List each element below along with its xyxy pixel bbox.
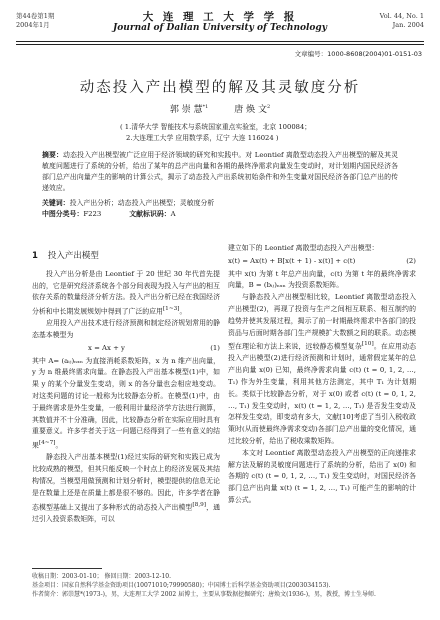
volume-en: Vol. 44, No. 1 xyxy=(379,12,424,20)
author-sup: 2 xyxy=(266,104,271,110)
citation: [10] xyxy=(361,341,374,348)
class-value: F223 xyxy=(83,210,102,218)
paragraph: 建立如下的 Leontief 离散型动态投入产出模型： xyxy=(228,244,379,252)
author-sup: *1 xyxy=(202,104,209,110)
paragraph-text: ，通过引入投资系数矩阵，可以 xyxy=(32,502,221,523)
citation: [4~7] xyxy=(38,440,56,447)
right-column xyxy=(228,243,416,507)
date-cn: 2004年1月 xyxy=(16,21,50,29)
left-column xyxy=(32,243,220,525)
abstract xyxy=(42,150,398,194)
paragraph-text: 投入产出分析是由 Leontief 于 20 世纪 30 年代首先提出的，它是研究经济系统各个部分间表现为投入与产出的相互依存关系的数量经济分析方法。投入产出分析已经在我国经济分析和中长期发展规划中得到了广泛的应用 xyxy=(32,269,220,316)
paragraph-text: 。在应用动态投入产出模型(2)进行经济预测和计划时，通常假定某年的总产出向量 x(0) 已知，最终净需求向量 c(t) (t = 0, 1, 2, …, T₁) 作为外生变量，利用其他方法测定，其中 T₁ 为计划期长。类似于比较静态分析，对于 x(0) 或者 c(t) (t = 0, 1, 2, …, T₁) 发生变动时，x(t) (t = 1, 2, …, T₁) 是否发生变动及怎样发生变动，即变动有多大，文献[10]考虑了当引入税收政策时(从而使最终净需求变动)各部门总产出量的变化情况，通过比较分析，给出了税收乘数矩阵。 xyxy=(228,342,417,446)
section-heading xyxy=(32,251,220,263)
paragraph-text: 。 xyxy=(55,441,63,450)
doc-value: A xyxy=(170,210,176,218)
paper-title: 动态投入产出模型的解及其灵敏度分析 xyxy=(79,80,361,96)
citation: [1~3] xyxy=(162,306,180,313)
equation-2 xyxy=(228,256,416,268)
journal-name-cn: 大 连 理 工 大 学 学 报 xyxy=(142,11,298,23)
date-en: Jan. 2004 xyxy=(392,21,424,29)
paragraph-text: 其中 A= (aᵢⱼ)ₙₓₙ 为直接消耗系数矩阵，x 为 n 维产出向量，y 为 n 维最终需求向量。在静态投入产出基本模型(1)中，如果 y 的某个分量发生变动，则 x 的各分量也会相应地变动。对这类问题的讨论一般称为比较静态分析。在模型(1)中，由于最终需求是外生变量，一般利用计量经济学方法进行测算，其数值并不十分准确，因此，比较静态分析在实际应用时具有重要意义。许多学者关于这一问题已经得到了一些有意义的结果 xyxy=(32,356,220,450)
doc-label: 文献标识码： xyxy=(129,210,171,218)
volume-cn: 第44卷第1期 xyxy=(16,12,55,20)
footnotes xyxy=(32,572,416,599)
keywords xyxy=(42,198,398,209)
keywords-text: 投入产出分析；动态投入产出模型；灵敏度分析 xyxy=(69,199,215,207)
header-rule-thick xyxy=(16,41,424,42)
footnote-line: 作者简介：郭崇慧*(1973-)，男，大连理工大学 2002 届博士，主要从事数据挖掘研究；唐焕文(1936-)，男，教授，博士生导师. xyxy=(32,591,376,598)
paragraph xyxy=(32,356,220,453)
equation-number: (2) xyxy=(406,256,416,265)
abstract-text: 动态投入产出模型被广泛应用于经济领域的研究和实践中。对 Leontief 离散型动态投入产出模型的解及其灵敏度问题进行了系统的分析，给出了某年的总产出向量和各期的最终净需求向量发生变动时，对计划期内国民经济各部门总产出向量产生的影响的计算公式，揭示了动态投入产出系统初始条件和外生变量对国民经济各部门总产出的传递效应。 xyxy=(42,151,399,192)
paragraph: 本文对 Leontief 离散型动态投入产出模型的正向递推求解方法及解的灵敏度问题进行了系统的分析，给出了 x(0) 和各期的 c(t) (t = 0, 1, 2, …, T₁) 发生变动时，对国民经济各部门总产出向量 x(t) (t = 1, 2, …, T₁) 可能产生的影响的计算公式。 xyxy=(228,448,416,505)
equation-text: x = Ax + y xyxy=(88,343,125,352)
paragraph: 应用投入产出技术进行经济预测和制定经济规划常用的静态基本模型为 xyxy=(32,319,220,340)
abstract-label: 摘要： xyxy=(42,151,64,159)
equation-text: x(t) = Ax(t) + B[x(t + 1) - x(t)] + c(t) xyxy=(228,256,356,265)
journal-name-en: Journal of Dalian University of Technology xyxy=(113,23,327,33)
class-label: 中图分类号： xyxy=(42,210,84,218)
affiliation-line: ( 1.清华大学 智能技术与系统国家重点实验室，北京 100084； xyxy=(120,123,312,131)
footnote-line: 收稿日期：2003-01-10； 修回日期：2003-12-10. xyxy=(32,573,172,580)
affiliation-line: 2.大连理工大学 应用数学系，辽宁 大连 116024 ) xyxy=(126,134,279,142)
paragraph xyxy=(228,292,416,448)
classification xyxy=(42,209,176,220)
paragraph xyxy=(32,269,220,318)
paragraph: 其中 x(t) 为第 t 年总产出向量，c(t) 为第 t 年的最终净需求向量，B = (bᵢⱼ)ₙₓₙ 为投资系数矩阵。 xyxy=(228,269,416,290)
author-name: 唐 焕 文 xyxy=(234,105,267,115)
section-title: 投入产出模型 xyxy=(47,251,99,261)
section-number: 1 xyxy=(32,251,38,261)
keywords-label: 关键词： xyxy=(42,199,70,207)
paragraph-text: 。 xyxy=(179,307,187,316)
affiliations xyxy=(120,122,311,144)
equation-number: (1) xyxy=(210,343,220,352)
header-rule-thin xyxy=(16,44,424,45)
equation-1 xyxy=(32,343,220,355)
citation: [8,9] xyxy=(192,501,207,508)
article-number: 文章编号：1000-8608(2004)01-0151-03 xyxy=(294,50,422,58)
paragraph-text: 与静态投入产出模型相比较，Leontief 离散型动态投入产出模型(2)，再现了投资与生产之间相互联系、相互制约的趋势并使其发展过程，揭示了前一时期最终需求中各部门的投资品与后面时期各部门生产规模扩大数额之间的联系。动态模型在理论和方法上来说，远较静态模型复杂 xyxy=(228,293,416,351)
paragraph xyxy=(32,452,220,525)
paragraph-text: 静态投入产出基本模型(1)经过实际的研究和实践已成为比较成熟的模型，但其只能反映一个时点上的经济发展及其结构情况，当模型用做预测和计划分析时，模型提供的信息无论是在数量上还是在质量上都是很不够的。因此，许多学者在静态模型基础上又提出了多种形式的动态投入产出模型 xyxy=(32,453,220,511)
author-name: 郭 崇 慧 xyxy=(169,105,203,115)
footnote-rule xyxy=(32,568,102,569)
header-right xyxy=(380,12,424,30)
author-line xyxy=(0,102,440,115)
footnote-line: 基金项目：国家自然科学基金资助项目(10071010;79990580)；中国博士后科学基金资助项目(2003034153). xyxy=(32,582,331,589)
